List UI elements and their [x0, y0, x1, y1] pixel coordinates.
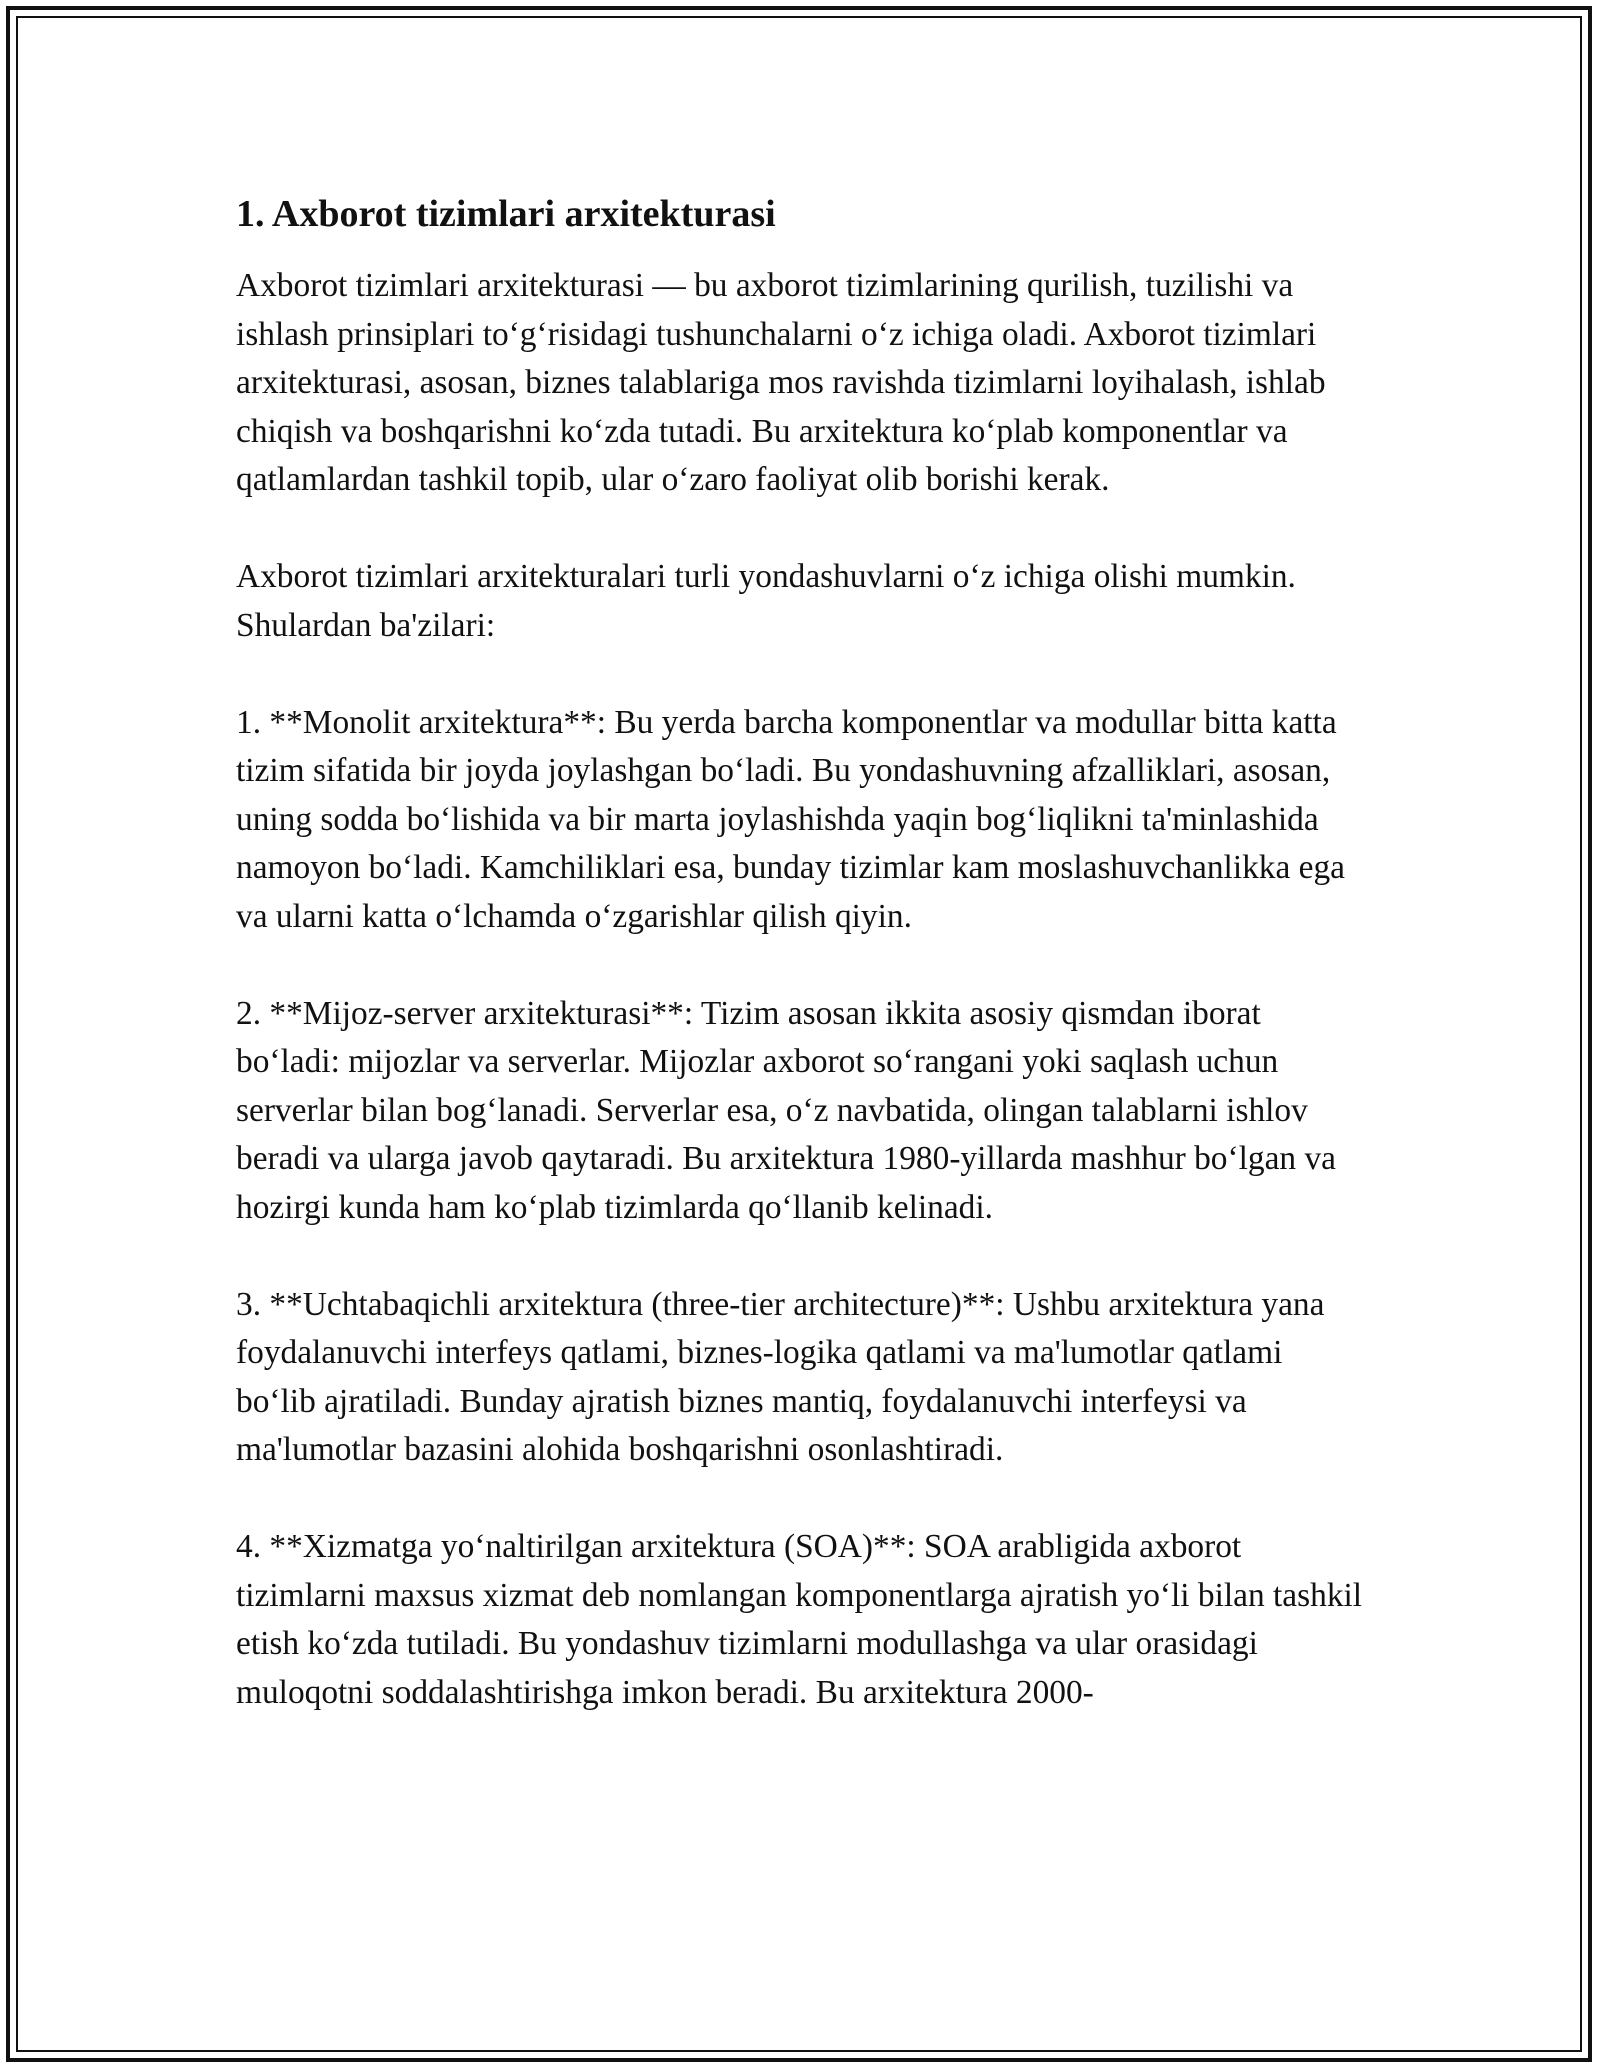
approaches-intro-paragraph: Axborot tizimlari arxitekturalari turli yondashuvlarni o‘z ichiga olishi mumkin. Shulardan ba'zilari: — [236, 558, 1296, 644]
document-body — [236, 186, 1366, 1717]
monolith-paragraph: 1. **Monolit arxitektura**: Bu yerda barcha komponentlar va modullar bitta katta tizim sifatida bir joyda joylashgan bo‘ladi. Bu yondashuvning afzalliklari, asosan, uning sodda bo‘lishida va bir marta joylashishda yaqin bog‘liqlikni ta'minlashida namoyon bo‘ladi. Kamchiliklari esa, bunday tizimlar kam moslashuvchanlikka ega va ularni katta o‘lchamda o‘zgarishlar qilish qiyin. — [236, 703, 1345, 935]
three-tier-paragraph: 3. **Uchtabaqichli arxitektura (three-tier architecture)**: Ushbu arxitektura yana foydalanuvchi interfeys qatlami, biznes-logika qatlami va ma'lumotlar qatlami bo‘lib ajratiladi. Bunday ajratish biznes mantiq, foydalanuvchi interfeysi va ma'lumotlar bazasini alohida boshqarishni osonlashtiradi. — [236, 1285, 1325, 1468]
client-server-paragraph: 2. **Mijoz-server arxitekturasi**: Tizim asosan ikkita asosiy qismdan iborat bo‘ladi: mijozlar va serverlar. Mijozlar axborot so‘rangani yoki saqlash uchun serverlar bilan bog‘lanadi. Serverlar esa, o‘z navbatida, olingan talablarni ishlov beradi va ularga javob qaytaradi. Bu arxitektura 1980-yillarda mashhur bo‘lgan va hozirgi kunda ham ko‘plab tizimlarda qo‘llanib kelinadi. — [236, 994, 1336, 1226]
section-heading: 1. Axborot tizimlari arxitekturasi — [236, 193, 776, 235]
soa-paragraph: 4. **Xizmatga yo‘naltirilgan arxitektura (SOA)**: SOA arabligida axborot tizimlarni maxsus xizmat deb nomlangan komponentlarga ajratish yo‘li bilan tashkil etish ko‘zda tutiladi. Bu yondashuv tizimlarni modullashga va ular orasidagi muloqotni soddalashtirishga imkon beradi. Bu arxitektura 2000- — [236, 1528, 1363, 1711]
intro-paragraph: Axborot tizimlari arxitekturasi — bu axborot tizimlarining qurilish, tuzilishi va ishlash prinsiplari to‘g‘risidagi tushunchalarni o‘z ichiga oladi. Axborot tizimlari arxitekturasi, asosan, biznes talablariga mos ravishda tizimlarni loyihalash, ishlab chiqish va boshqarishni ko‘zda tutadi. Bu arxitektura ko‘plab komponentlar va qatlamlardan tashkil topib, ular o‘zaro faoliyat olib borishi kerak. — [236, 267, 1326, 498]
